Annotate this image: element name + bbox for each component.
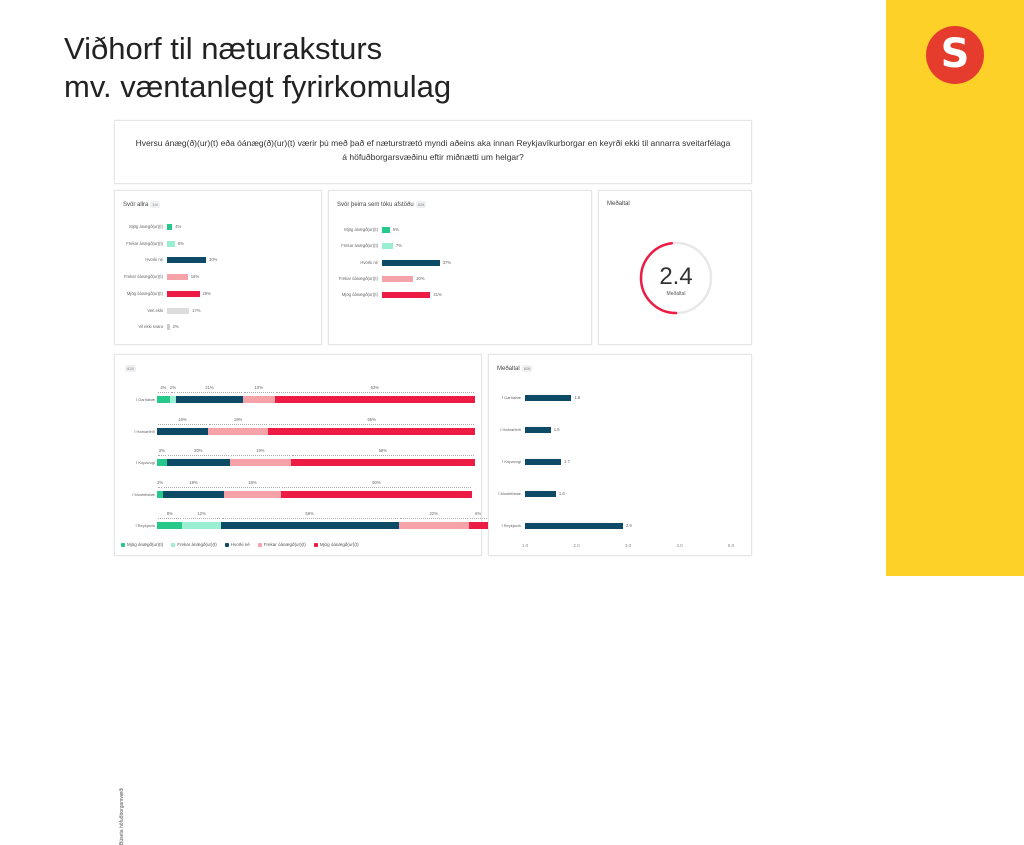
segment-percent-label: 4% bbox=[160, 385, 167, 390]
legend-item bbox=[258, 542, 306, 547]
stacked-segment bbox=[182, 522, 220, 529]
segment-percent-label: 18% bbox=[248, 479, 257, 485]
bar-label: Frekar ánægð(ur)(t) bbox=[341, 243, 378, 249]
bar bbox=[382, 243, 393, 249]
stacked-segment bbox=[208, 428, 268, 435]
percent-label-guide bbox=[470, 518, 487, 519]
bar-value-label: 20% bbox=[416, 275, 425, 281]
residence-label: Í Mosfellsbæ bbox=[132, 491, 155, 497]
respondent-count-badge: 828 bbox=[523, 366, 531, 371]
percent-label-guide bbox=[168, 455, 230, 456]
mean-bar-value: 1.9 bbox=[574, 395, 581, 400]
stacked-segment bbox=[469, 522, 488, 529]
segment-percent-label: 19% bbox=[256, 448, 265, 453]
mean-bar-value: 2.9 bbox=[625, 523, 632, 528]
legend-label: Mjög ánægð(ur)(t) bbox=[127, 542, 164, 547]
segment-percent-label: 60% bbox=[372, 479, 381, 485]
percent-label-guide bbox=[222, 518, 398, 519]
stacked-segment bbox=[281, 491, 472, 498]
stacked-segment bbox=[163, 491, 223, 498]
stacked-segment bbox=[268, 428, 475, 435]
residence-axis-label: Búseta höfuðborgarsvæði bbox=[119, 787, 125, 845]
stacked-segment bbox=[157, 396, 170, 403]
segment-percent-label: 12% bbox=[197, 511, 206, 516]
residence-label: Í Reykjavík bbox=[135, 523, 155, 528]
x-axis-tick-label: 3.0 bbox=[624, 543, 632, 548]
bar-label: Veit ekki bbox=[147, 307, 163, 313]
segment-percent-label: 20% bbox=[194, 448, 203, 453]
segment-percent-label: 58% bbox=[378, 448, 387, 453]
mean-value-label: Meðaltal bbox=[666, 291, 686, 297]
segment-percent-label: 3% bbox=[158, 448, 165, 453]
stacked-segment bbox=[230, 459, 290, 466]
bar bbox=[382, 227, 390, 233]
percent-label-guide bbox=[158, 487, 162, 488]
stacked-row bbox=[135, 507, 482, 535]
bar-label: Hvorki né bbox=[360, 259, 378, 265]
x-axis-tick-label: 4.0 bbox=[676, 543, 683, 548]
legend-item bbox=[171, 542, 217, 547]
residence-label: Í Hafnarfirði bbox=[134, 428, 155, 434]
stacked-segment bbox=[243, 396, 275, 403]
bar-value-label: 31% bbox=[433, 292, 442, 298]
bar-label: Mjög óánægð(ur)(t) bbox=[341, 292, 378, 298]
bar-label: Vil ekki svara bbox=[138, 324, 163, 330]
by-residence-card bbox=[114, 354, 482, 845]
residence-label: Í Kópavogi bbox=[502, 459, 521, 464]
mean-by-residence-title bbox=[497, 365, 532, 372]
percent-label-guide bbox=[400, 518, 468, 519]
respondent-count-badge: 1hl bbox=[152, 202, 158, 207]
opinion-responses-title-text: Svör þeirra sem tóku afstöðu bbox=[337, 202, 414, 209]
bar bbox=[167, 308, 189, 314]
stacked-row bbox=[132, 476, 475, 504]
bar-value-label: 2% bbox=[172, 324, 179, 330]
legend-label: Hvorki né bbox=[230, 542, 250, 547]
stacked-segment bbox=[291, 459, 475, 466]
segment-percent-label: 19% bbox=[189, 479, 198, 485]
bar-value-label: 7% bbox=[395, 243, 402, 249]
segment-percent-label: 6% bbox=[475, 511, 482, 516]
mean-value: 2.4 bbox=[659, 263, 693, 290]
percent-label-guide bbox=[282, 487, 471, 488]
bar bbox=[382, 292, 430, 298]
mean-bar-value: 1.7 bbox=[564, 459, 570, 464]
stacked-segment bbox=[275, 396, 475, 403]
stacked-segment bbox=[157, 522, 182, 529]
percent-label-guide bbox=[276, 392, 474, 393]
opinion-responses-card bbox=[328, 190, 592, 345]
stacked-segment bbox=[221, 522, 399, 529]
by-residence-legend bbox=[121, 542, 359, 547]
percent-label-guide bbox=[269, 424, 474, 425]
legend-label: Mjög óánægð(ur)(t) bbox=[319, 542, 359, 547]
survey-question: Hversu ánæg(ð)(ur)(t) eða óánæg(ð)(ur)(t) værir þú með það ef næturstrætó myndi aðeins aka innan Reykjavíkurborgar en keyrði ekki til annarra sveitarfélaga á höfuðborgarsvæðinu eftir miðnætti um helgar? bbox=[135, 138, 731, 162]
residence-label: Í Reykjavík bbox=[501, 523, 521, 528]
mean-by-residence-card bbox=[488, 354, 752, 556]
opinion-responses-title bbox=[337, 201, 426, 208]
percent-label-guide bbox=[183, 518, 219, 519]
residence-label: Í Garðabæ bbox=[135, 397, 155, 402]
legend-label: Frekar ánægð(ur)(t) bbox=[177, 542, 217, 547]
percent-label-guide bbox=[158, 518, 181, 519]
legend-swatch bbox=[121, 543, 125, 547]
mean-bar bbox=[525, 491, 556, 497]
percent-label-guide bbox=[209, 424, 267, 425]
mean-bar-value: 1.5 bbox=[553, 427, 560, 432]
percent-label-guide bbox=[158, 424, 207, 425]
bar-label: Frekar óánægð(ur)(t) bbox=[338, 275, 378, 281]
slide-title-line-2: mv. væntanlegt fyrirkomulag bbox=[64, 69, 452, 104]
stacked-segment bbox=[167, 459, 231, 466]
respondent-count-badge: 828 bbox=[127, 366, 134, 371]
segment-percent-label: 2% bbox=[157, 479, 164, 485]
bar-label: Mjög ánægð(ur)(t) bbox=[344, 227, 378, 232]
brand-side-strip bbox=[886, 0, 1024, 576]
stacked-row bbox=[136, 444, 475, 472]
bar-value-label: 17% bbox=[192, 307, 201, 313]
bar-value-label: 16% bbox=[190, 274, 200, 280]
bar-label: Frekar óánægð(ur)(t) bbox=[123, 274, 163, 280]
percent-label-guide bbox=[158, 392, 169, 393]
stacked-segment bbox=[176, 396, 243, 403]
bar-label: Hvorki né bbox=[145, 257, 163, 263]
stacked-segment bbox=[157, 428, 208, 435]
mean-bar bbox=[525, 523, 623, 529]
mean-gauge bbox=[637, 239, 715, 317]
slide-title-line-1: Viðhorf til næturaksturs bbox=[64, 31, 383, 66]
percent-label-guide bbox=[244, 392, 274, 393]
percent-label-guide bbox=[231, 455, 289, 456]
bar bbox=[167, 224, 172, 230]
bar bbox=[167, 241, 175, 247]
residence-label: Í Garðabæ bbox=[501, 395, 521, 400]
mean-gauge-title: Meðaltal bbox=[607, 201, 630, 207]
all-responses-card bbox=[114, 190, 322, 345]
mean-bar-value: 1.6 bbox=[558, 491, 565, 496]
legend-swatch bbox=[258, 543, 262, 547]
segment-percent-label: 16% bbox=[178, 416, 187, 422]
question-card bbox=[114, 120, 752, 184]
segment-percent-label: 8% bbox=[166, 511, 173, 516]
bar-value-label: 6% bbox=[177, 240, 184, 246]
logo-letter: S bbox=[940, 31, 970, 77]
bar bbox=[167, 324, 170, 330]
segment-percent-label: 10% bbox=[254, 385, 263, 390]
bar bbox=[382, 276, 413, 282]
residence-label: Í Kópavogi bbox=[136, 460, 155, 465]
mean-bar bbox=[525, 427, 551, 433]
bar bbox=[167, 257, 206, 263]
stacked-row bbox=[134, 413, 475, 441]
stacked-segment bbox=[157, 459, 167, 466]
segment-percent-label: 21% bbox=[205, 385, 214, 390]
stacked-segment bbox=[399, 522, 469, 529]
segment-percent-label: 63% bbox=[370, 385, 380, 390]
legend-swatch bbox=[225, 543, 229, 547]
stacked-row bbox=[135, 381, 475, 409]
legend-swatch bbox=[171, 543, 175, 547]
bar-value-label: 25% bbox=[202, 290, 211, 296]
stacked-segment bbox=[224, 491, 281, 498]
bar-value-label: 5% bbox=[392, 227, 399, 232]
bar-label: Frekar ánægð(ur)(t) bbox=[126, 240, 163, 246]
percent-label-guide bbox=[171, 392, 175, 393]
percent-label-guide bbox=[164, 487, 222, 488]
segment-percent-label: 56% bbox=[305, 511, 314, 516]
segment-percent-label: 19% bbox=[233, 416, 243, 422]
respondent-count-badge: 828 bbox=[417, 202, 425, 207]
all-responses-title bbox=[123, 201, 160, 208]
percent-label-guide bbox=[225, 487, 280, 488]
mean-bar bbox=[525, 395, 571, 401]
mean-bar bbox=[525, 459, 561, 465]
bar-value-label: 4% bbox=[175, 224, 182, 229]
percent-label-guide bbox=[292, 455, 474, 456]
residence-label: Í Hafnarfirði bbox=[500, 427, 521, 432]
legend-label: Frekar óánægð(ur)(t) bbox=[263, 542, 306, 547]
x-axis-tick-label: 2.0 bbox=[573, 543, 580, 548]
all-responses-title-text: Svör allra bbox=[123, 202, 149, 209]
segment-percent-label: 65% bbox=[367, 416, 376, 422]
legend-item bbox=[225, 542, 250, 547]
bar-value-label: 37% bbox=[442, 259, 452, 265]
residence-label: Í Mosfellsbæ bbox=[498, 491, 521, 496]
slide-title bbox=[64, 30, 451, 106]
percent-label-guide bbox=[177, 392, 242, 393]
bar-label: Mjög óánægð(ur)(t) bbox=[126, 290, 163, 296]
mean-gauge-card bbox=[598, 190, 752, 345]
legend-item bbox=[121, 542, 163, 547]
bar bbox=[167, 274, 188, 280]
legend-item bbox=[314, 542, 359, 547]
strateo-s-logo bbox=[926, 26, 984, 84]
bar-value-label: 30% bbox=[209, 257, 218, 263]
x-axis-tick-label: 5.0 bbox=[727, 543, 735, 548]
bar-label: Mjög ánægð(ur)(t) bbox=[129, 224, 163, 229]
segment-percent-label: 2% bbox=[169, 385, 176, 390]
percent-label-guide bbox=[158, 455, 166, 456]
mean-by-residence-title-text: Meðaltal bbox=[497, 366, 520, 373]
x-axis-tick-label: 1.0 bbox=[521, 543, 529, 548]
segment-percent-label: 22% bbox=[429, 511, 438, 516]
bar bbox=[167, 291, 200, 297]
legend-swatch bbox=[314, 543, 318, 547]
bar bbox=[382, 260, 440, 266]
